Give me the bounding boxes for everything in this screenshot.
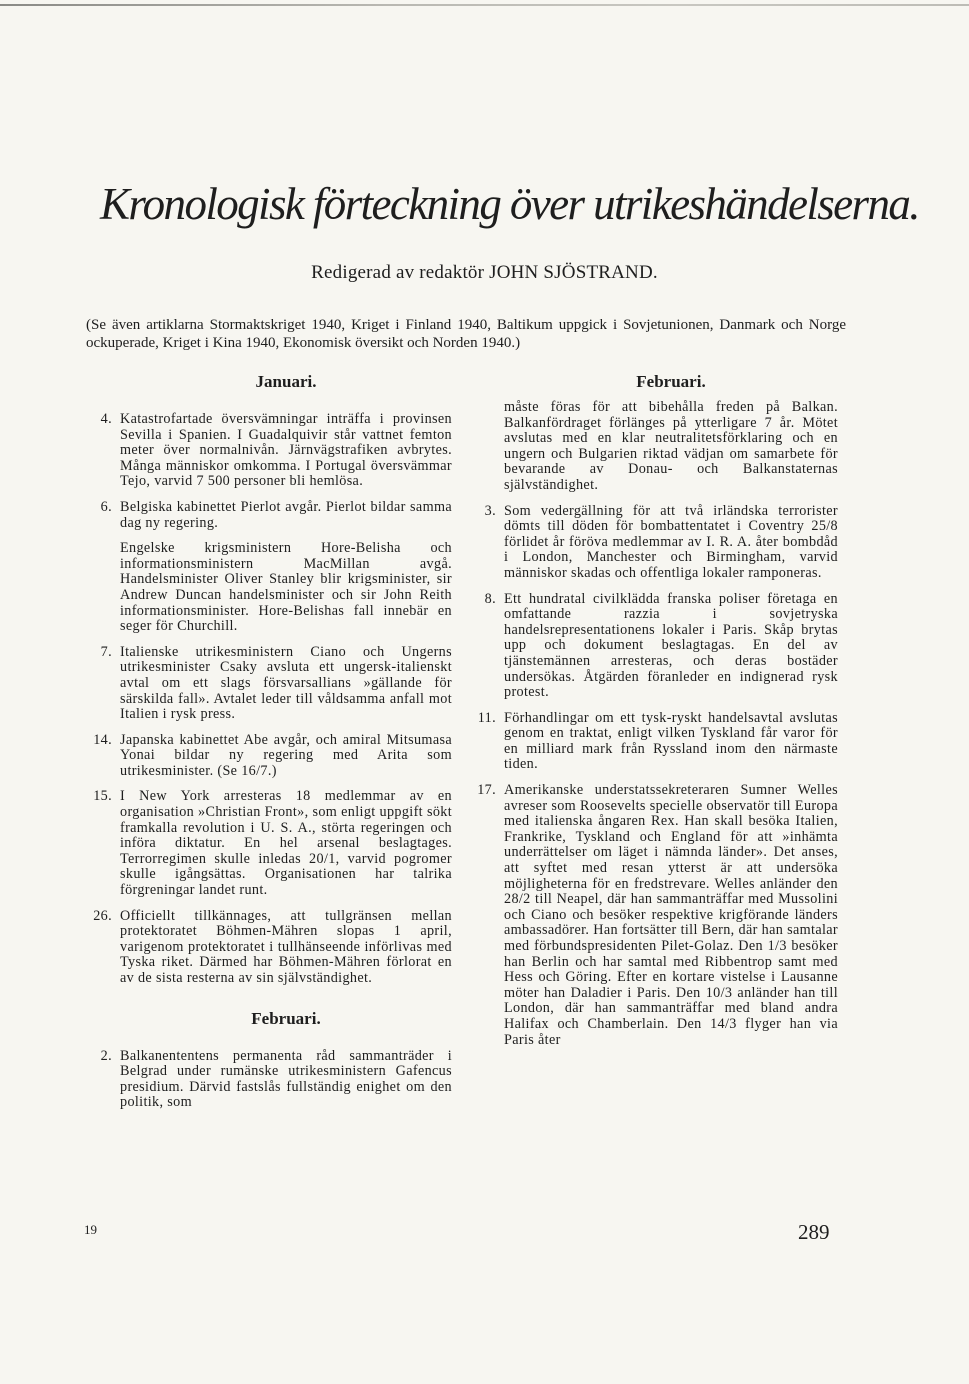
entry-paragraph: Engelske krigsministern Hore-Belisha och informationsministern MacMillan avgå. Handelsminister Oliver Stanley blir krigsminister, sir Andrew Duncan handelsminister och sir John Reith informationsminister. Hore-Belishas fall innebär en seger för Churchill. bbox=[120, 540, 452, 635]
month-heading-january: Januari. bbox=[255, 372, 317, 391]
page-title: Kronologisk förteckning över utrikeshändelserna. bbox=[100, 179, 919, 229]
entry-text: Italienske utrikesministern Ciano och Ungerns utrikesminister Csaky avsluta ett ungersk-italienskt avtal om ett slags försvarsallians »gällande för särskilda fall». Avtalet leder till våldsamma anfall mot Italien i rysk press. bbox=[120, 643, 452, 723]
month-heading-february-continued: Februari. bbox=[636, 372, 706, 391]
entry-text: Ett hundratal civilklädda franska poliser företaga en omfattande razzia i sovjetryska handelsrepresentationens lokaler i Paris. Skåp brytas upp och dokument beslagtagas. En del av tjänstemännen arresteras, och deras bostäder undersökas. Åtgärden föranleder en indignerad rysk protest. bbox=[504, 590, 838, 701]
entry-date: 14. bbox=[93, 731, 112, 748]
editor-line: Redigerad av redaktör JOHN SJÖSTRAND. bbox=[311, 262, 658, 283]
entry-date: 11. bbox=[477, 709, 496, 726]
entry-text: Som vedergällning för att två irländska terrorister dömts till döden för bombattentatet i Coventry 25/8 förlidet år föröva medlemmar av I. R. A. åter bombdåd i London, Manchester och Birmingham, varvid människor skadas och offentliga lokaler ramponeras. bbox=[504, 502, 838, 581]
entry-date: 4. bbox=[100, 411, 112, 427]
entry-text: Officiellt tillkännages, att tullgränsen mellan protektoratet Böhmen-Mähren slopas 1 april, varigenom protektoratet i tullhänseende införlivas med Tyska riket. Därmed har Böhmen-Mähren förlorat en av de sista resterna av sin självständighet. bbox=[120, 907, 452, 986]
entry-text: Japanska kabinettet Abe avgår, och amiral Mitsumasa Yonai bildar ny regering med Arita som utrikesminister. (Se 16/7.) bbox=[120, 731, 452, 779]
entry-text: Katastrofartade översvämningar inträffa i provinsen Sevilla i Spanien. I Guadalquivir står vattnet femton meter över normalnivån. Järnvägstrafiken avbrytes. Många människor omkomma. I Portugal översvämmar Tejo, varvid 7 500 personer bli hemlösa. bbox=[120, 411, 452, 490]
printer-signature-mark: 19 bbox=[84, 1222, 97, 1237]
right-column bbox=[476, 372, 838, 1058]
entry-date: 15. bbox=[93, 788, 112, 805]
chronology-entry bbox=[92, 1049, 452, 1111]
chronology-entry bbox=[476, 711, 838, 773]
chronology-entry bbox=[92, 412, 452, 490]
chronology-entry bbox=[476, 783, 838, 1048]
month-heading-february: Februari. bbox=[251, 1008, 321, 1028]
entry-text: Balkanententens permanenta råd sammanträder i Belgrad under rumänske utrikesministern Gafencus presidium. Därvid fastslås fullständig enighet om den politik, som bbox=[120, 1047, 452, 1111]
chronology-entry bbox=[92, 500, 452, 531]
entry-date: 7. bbox=[100, 643, 112, 660]
chronology-entry bbox=[92, 733, 452, 780]
chronology-entry bbox=[92, 645, 452, 723]
entry-date: 17. bbox=[477, 782, 496, 799]
top-scan-edge bbox=[0, 4, 969, 6]
entry-text: I New York arresteras 18 medlemmar av en organisation »Christian Front», som enligt uppgift sökt framkalla revolution i U. S. A., störta regeringen och införa diktatur. En hel arsenal beslagtages. Terrorregimen skulle inledas 20/1, varvid pogromer skulle igångsättas. Organisationen har talrika förgreningar landet runt. bbox=[120, 788, 452, 899]
entry-date: 8. bbox=[484, 590, 496, 607]
entry-date: 3. bbox=[484, 502, 496, 519]
entry-date: 26. bbox=[93, 907, 112, 924]
entry-date: 2. bbox=[100, 1047, 112, 1064]
chronology-entry bbox=[92, 789, 452, 898]
page-number: 289 bbox=[798, 1220, 830, 1244]
chronology-entry bbox=[476, 504, 838, 582]
reference-note: (Se även artiklarna Stormaktskriget 1940, Kriget i Finland 1940, Baltikum uppgick i Sovjetunionen, Danmark och Norge ockuperade, Kriget i Kina 1940, Ekonomisk översikt och Norden 1940.) bbox=[86, 317, 846, 351]
entry-text: Belgiska kabinettet Pierlot avgår. Pierlot bildar samma dag ny regering. bbox=[120, 498, 452, 531]
chronology-entry bbox=[92, 909, 452, 987]
entry-continuation: måste föras för att bibehålla freden på Balkan. Balkanfördraget förlänges på ytterligare 7 år. Mötet avslutas med en klar neutralitetsförklaring och en ungern och Bulgarien riktad vädjan om samarbete för bevarande av Donau- och Balkanstaternas självständighet. bbox=[504, 399, 838, 493]
left-column bbox=[92, 372, 452, 1121]
entry-date: 6. bbox=[100, 498, 112, 515]
entry-text: Amerikanske understatssekreteraren Sumner Welles avreser som Roosevelts specielle observatör till Europa med italienska ångaren Rex. Han skall besöka Italien, Frankrike, Tyskland och England för att »inhämta underrättelser om läget i nämnda länder». Det anses, att syftet med resan ytterst är att undersöka möjligheterna för en fredstrevare. Welles anländer den 28/2 till Neapel, där han sammanträffar med Mussolini och Ciano och besöker respektive krigförande länders ambassadörer. Han fortsätter till Bern, där han samtalar med förbundspresidenten Pilet-Golaz. Den 1/3 besöker han Berlin och har samtal med Ribbentrop samt med Hess och Göring. Efter en kortare vistelse i Lausanne möter han Daladier i Paris. Den 10/3 anländer han till London, där han sammanträffar med bland andra Halifax och Chamberlain. Den 14/3 flyger han via Paris åter bbox=[504, 782, 838, 1048]
chronology-entry bbox=[476, 592, 838, 701]
entry-text: Förhandlingar om ett tysk-ryskt handelsavtal avslutas genom en traktat, enligt vilken Tyskland får varor för en milliard mark från Ryssland inom den närmaste tiden. bbox=[504, 709, 838, 773]
